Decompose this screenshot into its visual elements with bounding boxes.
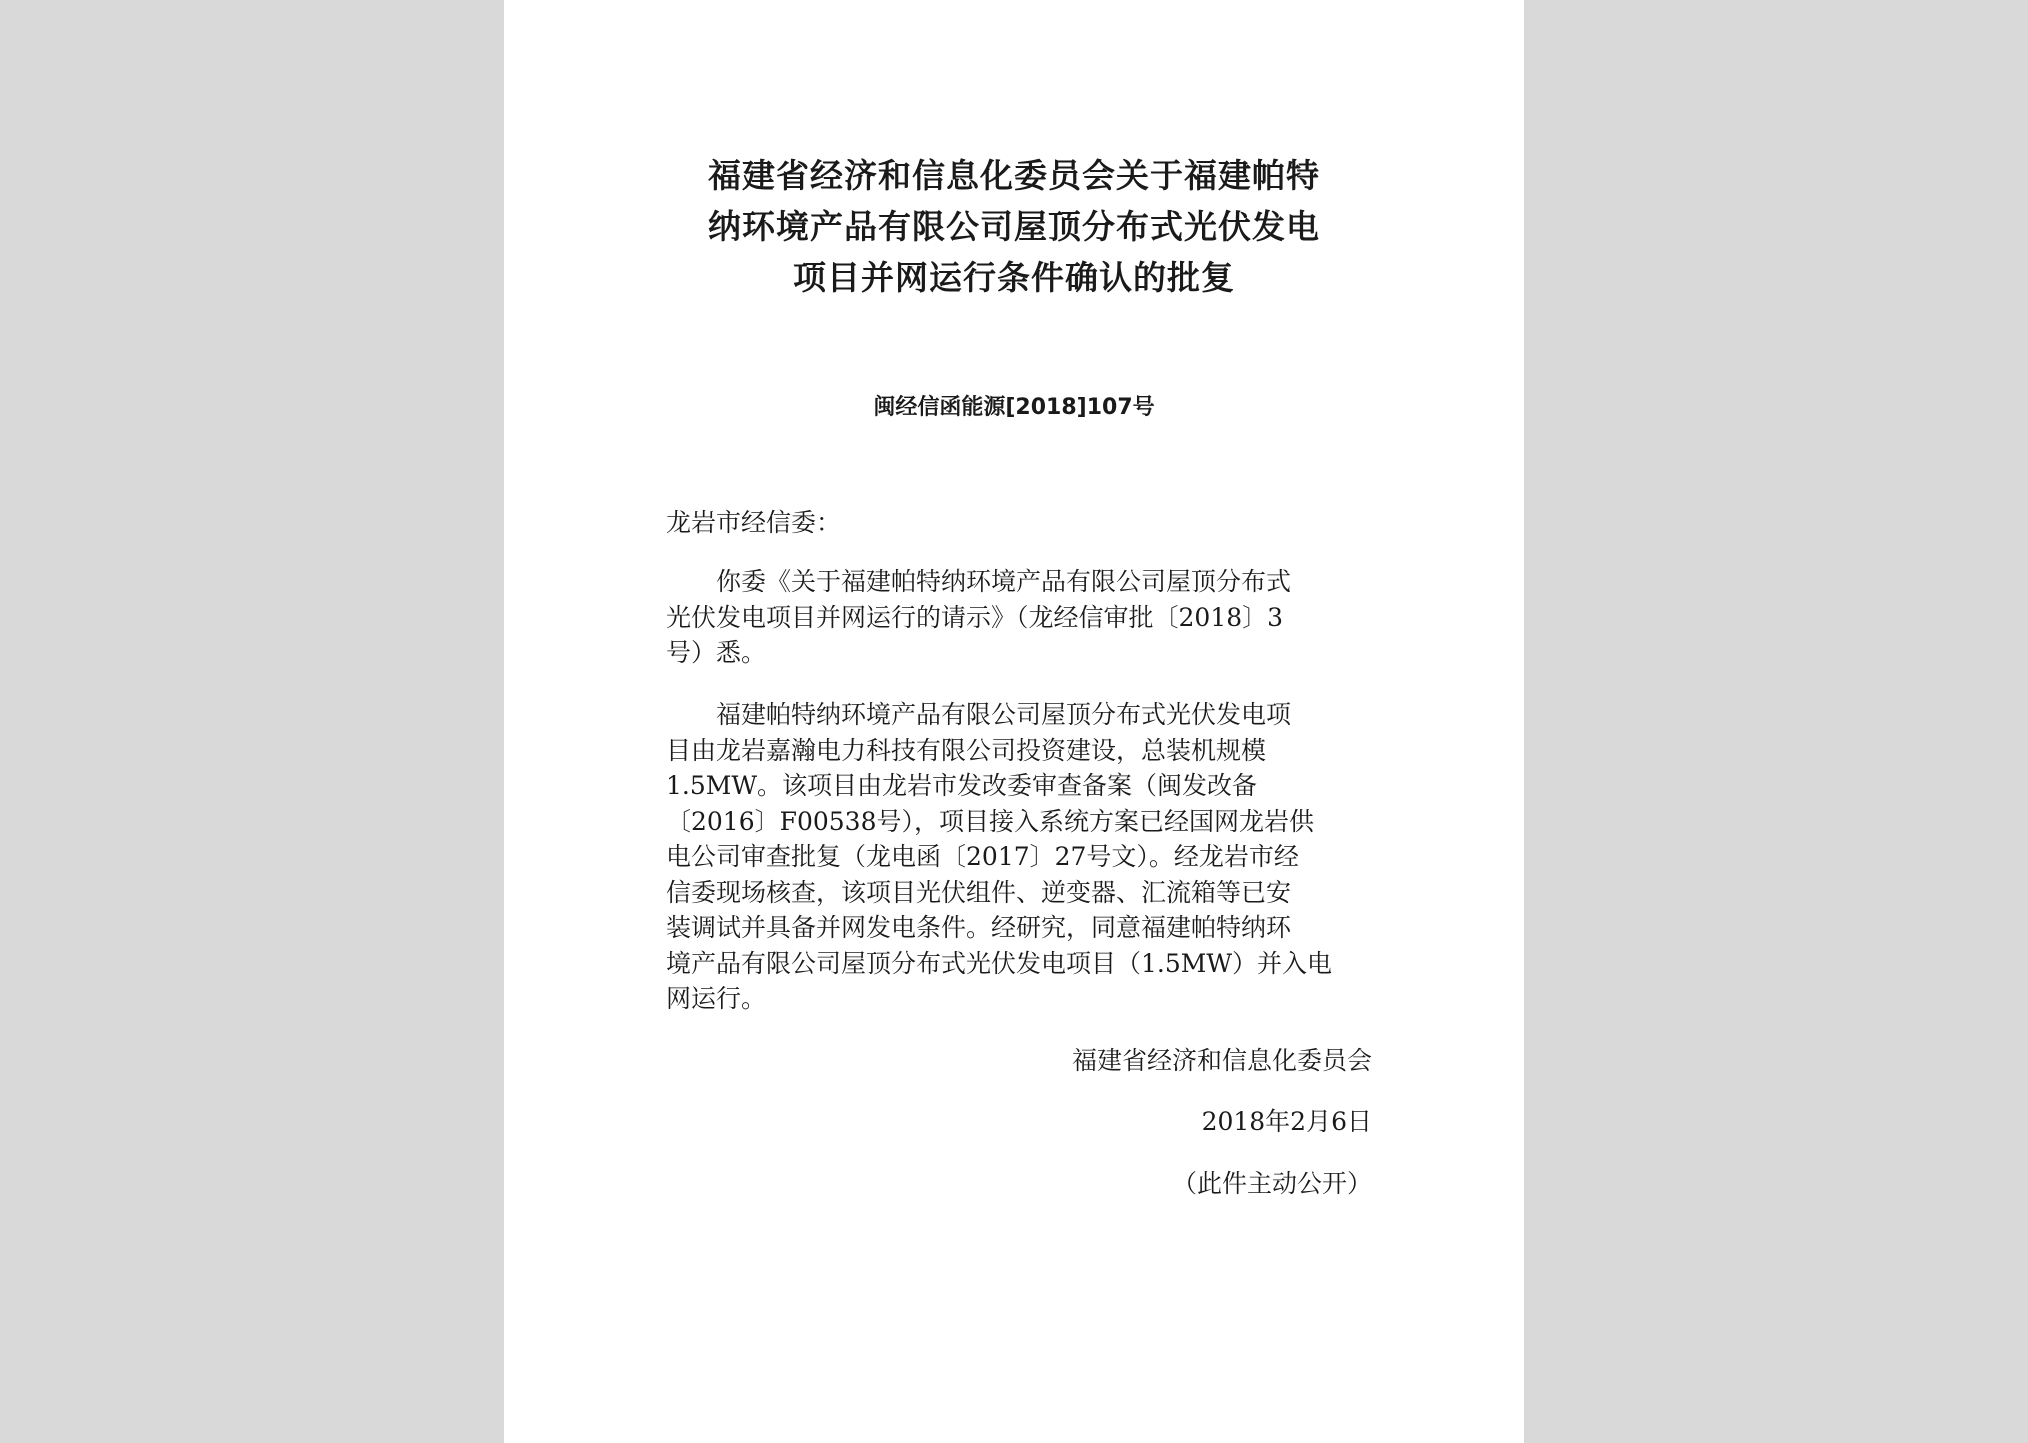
paragraph-2-line: 装调试并具备并网发电条件。经研究，同意福建帕特纳环 (666, 913, 1292, 942)
paragraph-2-line: 福建帕特纳环境产品有限公司屋顶分布式光伏发电项 (666, 700, 1292, 729)
title-line-2: 纳环境产品有限公司屋顶分布式光伏发电 (708, 207, 1320, 246)
publicity-note: （此件主动公开） (1171, 1169, 1372, 1198)
paragraph-2-line: 信委现场核查，该项目光伏组件、逆变器、汇流箱等已安 (666, 877, 1292, 907)
paragraph-2-line: 电公司审查批复（龙电函〔2017〕27号文）。经龙岩市经 (666, 842, 1299, 871)
signature-organization: 福建省经济和信息化委员会 (1071, 1046, 1372, 1075)
document-number: 闽经信函能源[2018]107号 (873, 395, 1155, 420)
document-page (504, 0, 1524, 1443)
paragraph-1-line: 光伏发电项目并网运行的请示》（龙经信审批〔2018〕3 (666, 602, 1284, 632)
paragraph-1 (666, 564, 1372, 671)
paragraph-2-line: 网运行。 (666, 984, 767, 1013)
title-line-1: 福建省经济和信息化委员会关于福建帕特 (708, 156, 1320, 195)
paragraph-2-line: 目由龙岩嘉瀚电力科技有限公司投资建设，总装机规模 (666, 735, 1267, 765)
paragraph-2-line: 境产品有限公司屋顶分布式光伏发电项目（1.5MW）并入电 (666, 948, 1333, 978)
issue-date: 2018年2月6日 (1201, 1107, 1372, 1136)
paragraph-2 (666, 697, 1372, 1017)
paragraph-2-line: 1.5MW。该项目由龙岩市发改委审查备案（闽发改备 (666, 771, 1258, 800)
paragraph-1-line: 号）悉。 (666, 638, 767, 667)
paragraph-2-line: 〔2016〕F00538号），项目接入系统方案已经国网龙岩供 (666, 806, 1314, 836)
title-line-3: 项目并网运行条件确认的批复 (793, 258, 1235, 297)
salutation: 龙岩市经信委： (666, 508, 842, 537)
paragraph-1-line: 你委《关于福建帕特纳环境产品有限公司屋顶分布式 (666, 567, 1292, 596)
document-title (504, 150, 1524, 303)
